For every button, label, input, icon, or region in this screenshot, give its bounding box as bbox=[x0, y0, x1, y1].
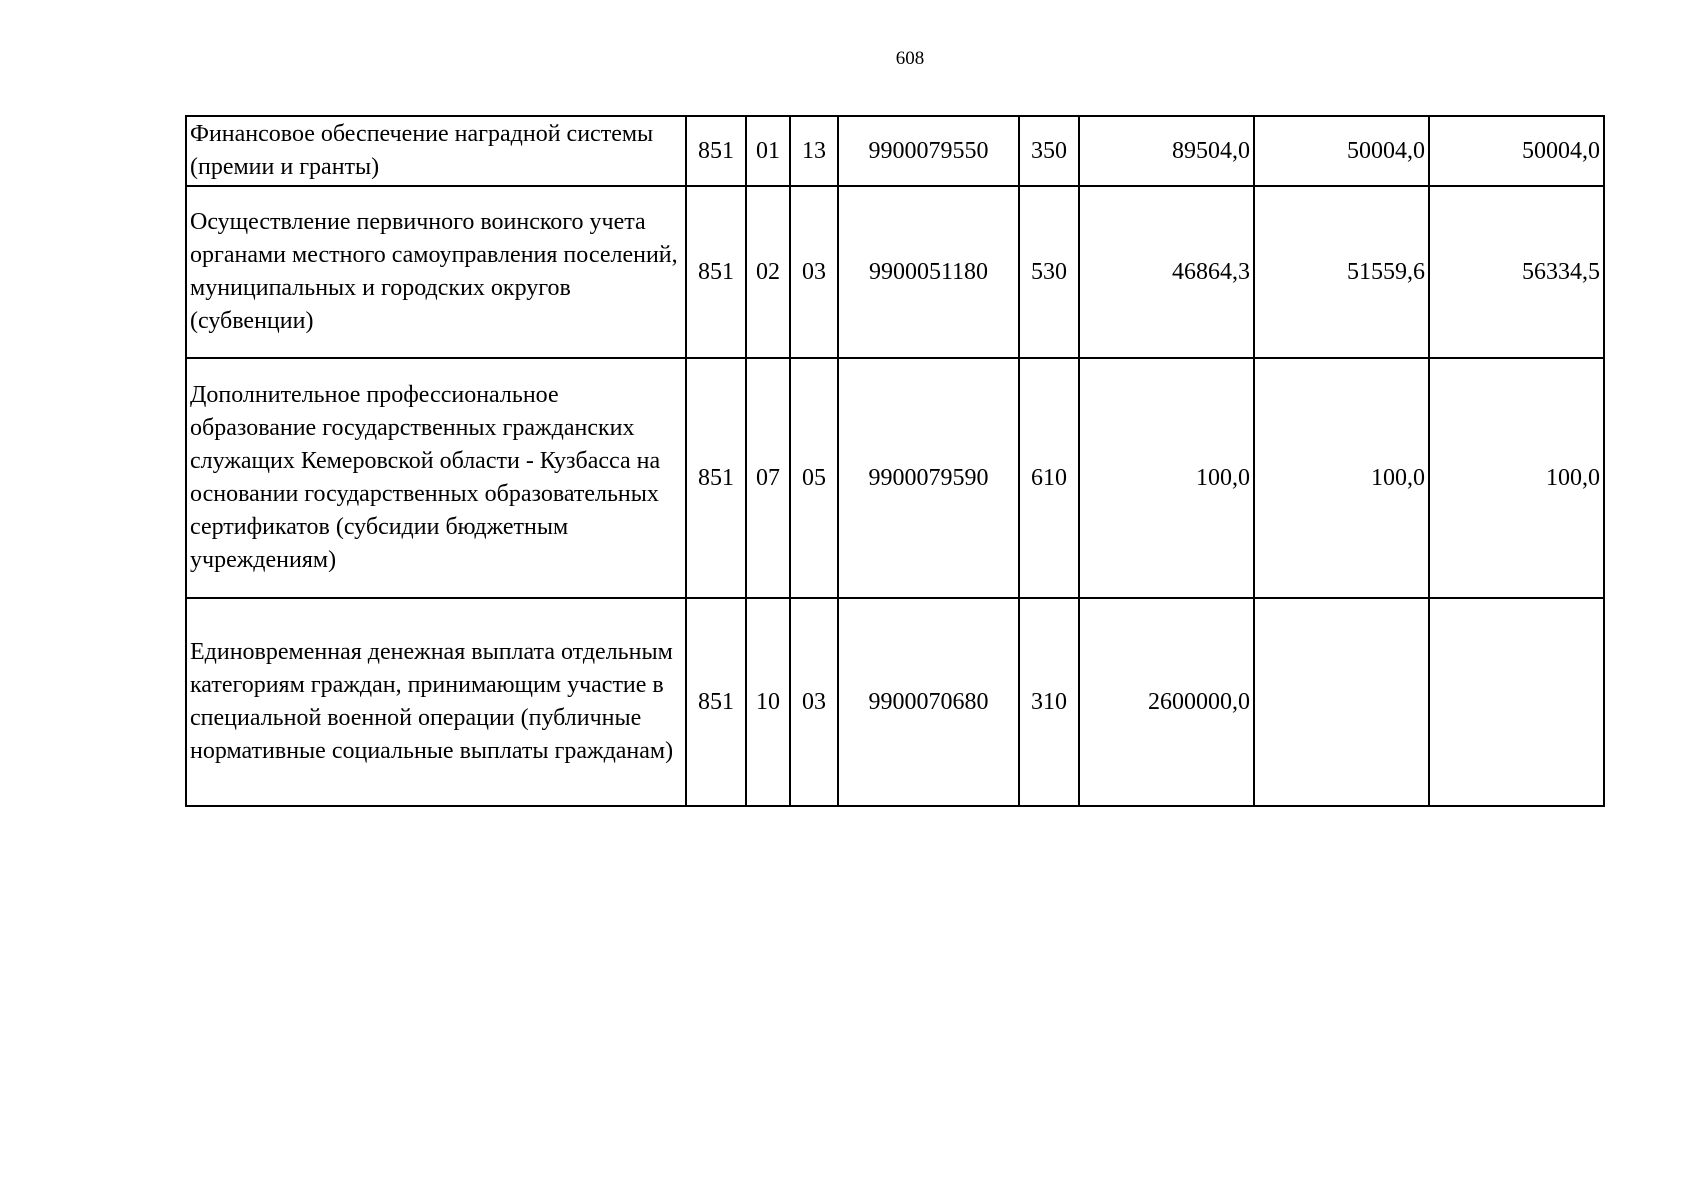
amount-year-2: 51559,6 bbox=[1254, 186, 1429, 358]
amount-year-1: 2600000,0 bbox=[1079, 598, 1254, 806]
amount-year-3 bbox=[1429, 598, 1604, 806]
table-row bbox=[186, 358, 1604, 598]
department-code: 851 bbox=[686, 598, 746, 806]
department-code: 851 bbox=[686, 116, 746, 186]
row-description: Единовременная денежная выплата отдельным категориям граждан, принимающим участие в специальной военной операции (публичные нормативные социальные выплаты гражданам) bbox=[186, 598, 686, 806]
row-description: Осуществление первичного воинского учета органами местного самоуправления поселений, муниципальных и городских округов (субвенции) bbox=[186, 186, 686, 358]
section-code: 10 bbox=[746, 598, 790, 806]
amount-year-2: 100,0 bbox=[1254, 358, 1429, 598]
subsection-code: 05 bbox=[790, 358, 838, 598]
target-article-code: 9900051180 bbox=[838, 186, 1019, 358]
table-row bbox=[186, 598, 1604, 806]
expense-type-code: 350 bbox=[1019, 116, 1079, 186]
subsection-code: 03 bbox=[790, 186, 838, 358]
amount-year-1: 46864,3 bbox=[1079, 186, 1254, 358]
page-number: 608 bbox=[895, 48, 925, 69]
target-article-code: 9900079550 bbox=[838, 116, 1019, 186]
section-code: 01 bbox=[746, 116, 790, 186]
expense-type-code: 310 bbox=[1019, 598, 1079, 806]
subsection-code: 03 bbox=[790, 598, 838, 806]
amount-year-2 bbox=[1254, 598, 1429, 806]
amount-year-3: 50004,0 bbox=[1429, 116, 1604, 186]
expense-type-code: 530 bbox=[1019, 186, 1079, 358]
amount-year-1: 89504,0 bbox=[1079, 116, 1254, 186]
amount-year-1: 100,0 bbox=[1079, 358, 1254, 598]
section-code: 02 bbox=[746, 186, 790, 358]
table-row bbox=[186, 116, 1604, 186]
amount-year-3: 100,0 bbox=[1429, 358, 1604, 598]
amount-year-2: 50004,0 bbox=[1254, 116, 1429, 186]
department-code: 851 bbox=[686, 186, 746, 358]
section-code: 07 bbox=[746, 358, 790, 598]
budget-table bbox=[185, 115, 1605, 807]
amount-year-3: 56334,5 bbox=[1429, 186, 1604, 358]
table-row bbox=[186, 186, 1604, 358]
target-article-code: 9900079590 bbox=[838, 358, 1019, 598]
target-article-code: 9900070680 bbox=[838, 598, 1019, 806]
subsection-code: 13 bbox=[790, 116, 838, 186]
department-code: 851 bbox=[686, 358, 746, 598]
expense-type-code: 610 bbox=[1019, 358, 1079, 598]
row-description: Финансовое обеспечение наградной системы (премии и гранты) bbox=[186, 116, 686, 186]
row-description: Дополнительное профессиональное образование государственных гражданских служащих Кемеровской области - Кузбасса на основании государственных образовательных сертификатов (субсидии бюджетным учреждениям) bbox=[186, 358, 686, 598]
